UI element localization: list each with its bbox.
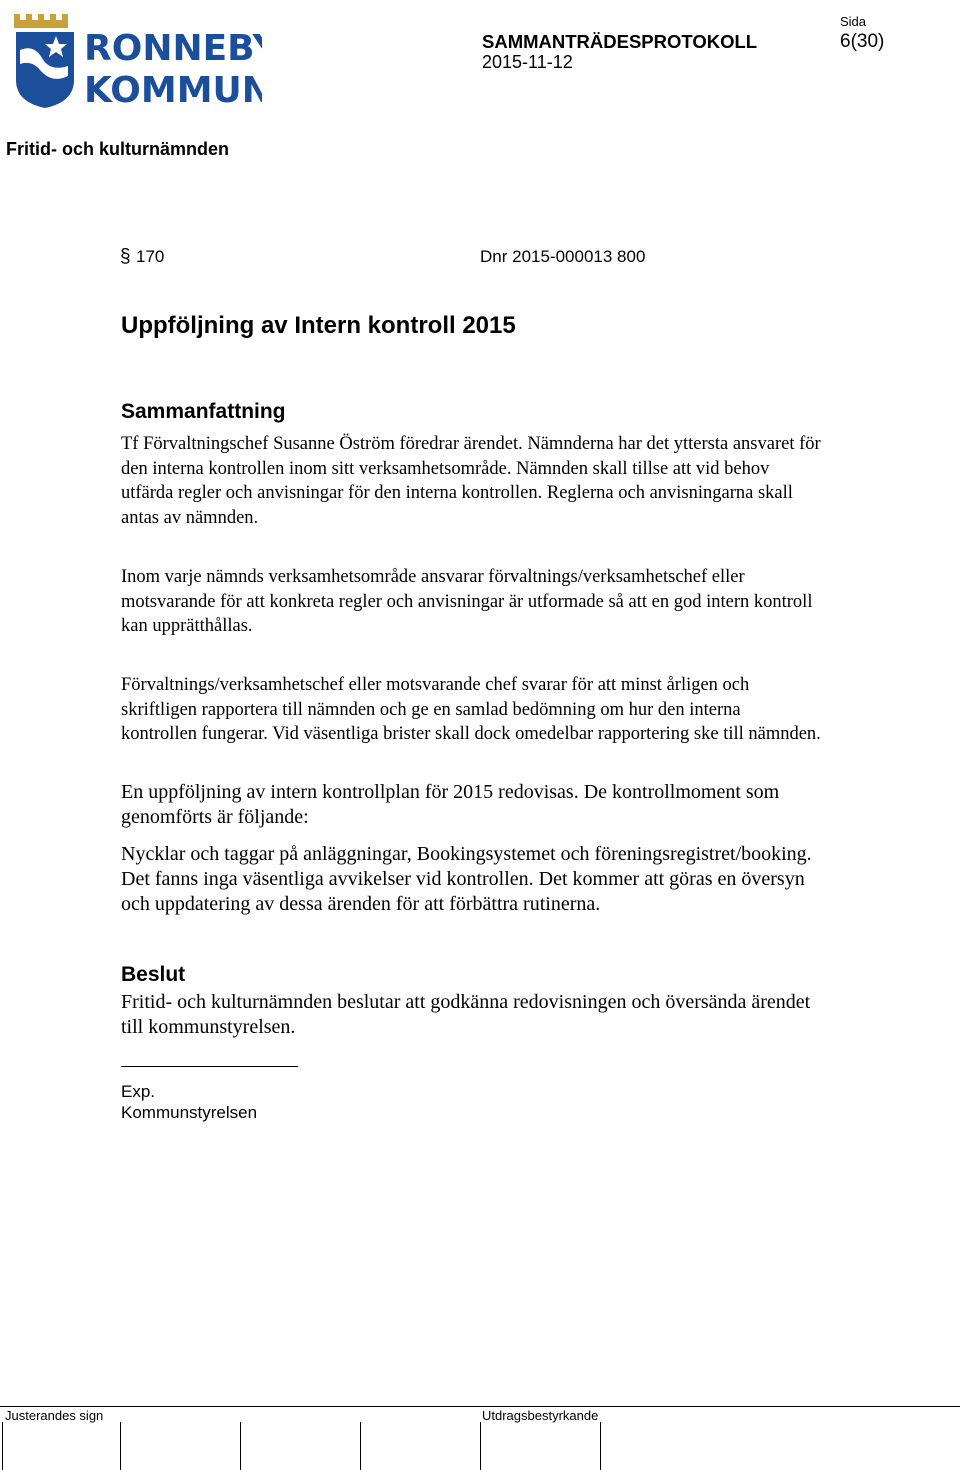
case-number: 170 — [136, 247, 165, 266]
certification-label: Utdragsbestyrkande — [482, 1408, 599, 1423]
page-label: Sida — [840, 14, 867, 29]
svg-text:KOMMUN: KOMMUN — [84, 70, 262, 110]
summary-heading: Sammanfattning — [121, 400, 286, 423]
signature-label: Justerandes sign — [5, 1408, 104, 1423]
page-number: 6(30) — [840, 31, 885, 52]
distribution-label: Exp. — [121, 1082, 156, 1101]
diary-number: Dnr 2015-000013 800 — [480, 247, 646, 266]
committee-name: Fritid- och kulturnämnden — [6, 139, 229, 159]
footer-divider — [0, 1406, 960, 1407]
signature-box-divider — [360, 1422, 361, 1470]
ronneby-kommun-logo — [12, 10, 262, 110]
distribution-recipient: Kommunstyrelsen — [121, 1103, 258, 1122]
case-title: Uppföljning av Intern kontroll 2015 — [121, 312, 516, 339]
signature-box-divider — [120, 1422, 121, 1470]
signature-box-divider — [240, 1422, 241, 1470]
signature-box-divider — [600, 1422, 601, 1470]
protocol-date: 2015-11-12 — [482, 52, 573, 72]
svg-text:RONNEBY: RONNEBY — [84, 28, 262, 69]
summary-paragraph: Förvaltnings/verksamhetschef eller motsvarande chef svarar för att minst årligen och skriftligen rapportera till nämnden och ge en samlad bedömning om hur den interna kontrollen fungerar. Vid väsentliga brister skall dock omedelbar rapportering ske till nämnden. — [121, 675, 821, 744]
protocol-title: SAMMANTRÄDESPROTOKOLL — [482, 31, 758, 52]
signature-box-divider — [2, 1422, 3, 1470]
ronneby-crest-icon — [12, 10, 262, 110]
decision-heading: Beslut — [121, 963, 186, 986]
summary-paragraph: En uppföljning av intern kontrollplan för 2015 redovisas. De kontrollmoment som genomförts är följande: — [121, 781, 780, 828]
divider-line — [121, 1066, 298, 1067]
decision-text: Fritid- och kulturnämnden beslutar att godkänna redovisningen och översända ärendet till kommunstyrelsen. — [121, 991, 811, 1038]
signature-box-divider — [480, 1422, 481, 1470]
summary-paragraph: Tf Förvaltningschef Susanne Öström föredrar ärendet. Nämnderna har det yttersta ansvaret för den interna kontrollen inom sitt verksamhetsområde. Nämnden skall tillse att vid behov utfärda regler och anvisningar för den interna kontrollen. Reglerna och anvisningarna skall antas av nämnden. — [121, 434, 821, 528]
section-sign: § — [120, 246, 131, 267]
summary-paragraph: Nycklar och taggar på anläggningar, Bookingsystemet och föreningsregistret/booking. Det fanns inga väsentliga avvikelser vid kontrollen. Det kommer att göras en översyn och uppdatering av dessa ärenden för att förbättra rutinerna. — [121, 843, 812, 915]
summary-paragraph: Inom varje nämnds verksamhetsområde ansvarar förvaltnings/verksamhetschef eller motsvarande för att konkreta regler och anvisningar är utformade så att en god intern kontroll kan upprätthållas. — [121, 567, 813, 636]
